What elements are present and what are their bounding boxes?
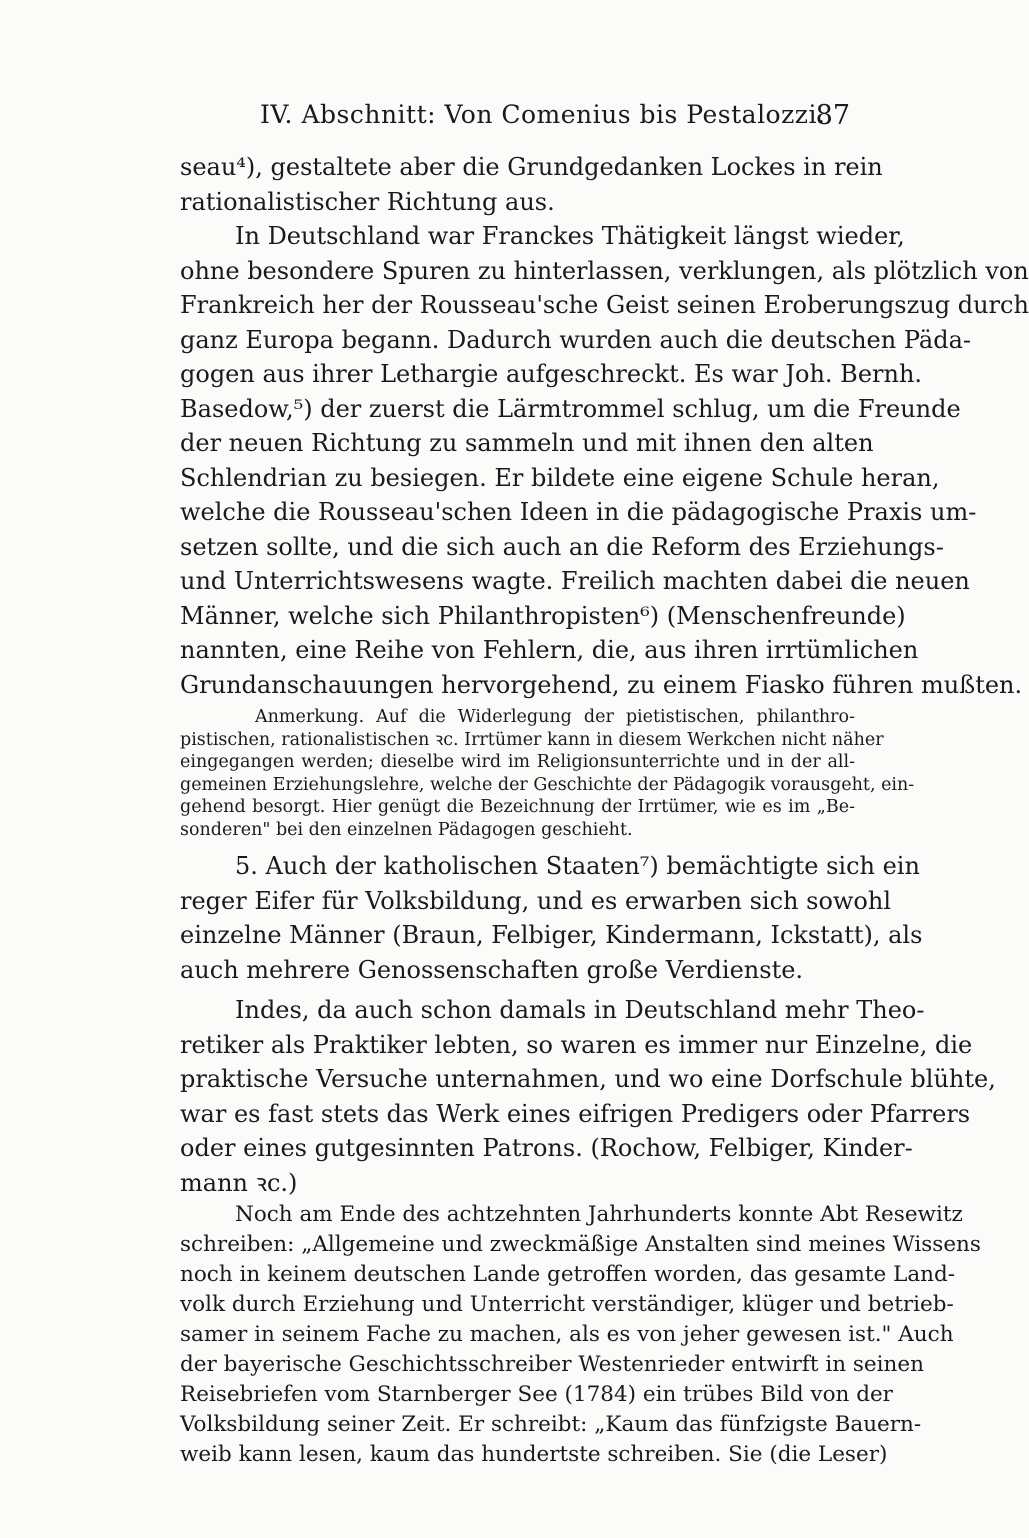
paragraph-indes — [180, 993, 996, 1200]
footnote-anmerkung — [180, 706, 915, 841]
text-line: ganz Europa begann. Dadurch wurden auch die deutschen Päda- — [180, 325, 972, 354]
text-line: volk durch Erziehung und Unterricht verständiger, klüger und betrieb- — [180, 1292, 954, 1317]
text-line: war es fast stets das Werk eines eifrigen Predigers oder Pfarrers — [180, 1099, 971, 1128]
text-line: der bayerische Geschichtsschreiber Westenrieder entwirft in seinen — [180, 1352, 924, 1377]
text-line: nannten, eine Reihe von Fehlern, die, aus ihren irrtümlichen — [180, 636, 919, 664]
text-line: noch in keinem deutschen Lande getroffen worden, das gesamte Land- — [180, 1262, 956, 1287]
note-line: pistischen, rationalistischen ꝛc. Irrtümer kann in diesem Werkchen nicht näher — [180, 729, 884, 750]
text-line: Schlendrian zu besiegen. Er bildete eine eigene Schule heran, — [180, 463, 940, 492]
paragraph-katholische-staaten — [180, 849, 923, 987]
text-line: retiker als Praktiker lebten, so waren es immer nur Einzelne, die — [180, 1030, 973, 1059]
text-line: Basedow,⁵) der zuerst die Lärmtrommel schlug, um die Freunde — [180, 394, 961, 423]
text-line: Indes, da auch schon damals in Deutschland mehr Theo- — [235, 996, 925, 1024]
note-line: Anmerkung. Auf die Widerlegung der pietistischen, philanthro- — [255, 707, 855, 727]
text-line: Frankreich her der Rousseau'sche Geist seinen Eroberungszug durch — [180, 291, 1029, 319]
text-line: seau⁴), gestaltete aber die Grundgedanken Lockes in rein — [180, 153, 883, 181]
text-line: 5. Auch der katholischen Staaten⁷) bemächtigte sich ein — [235, 852, 920, 880]
text-line: auch mehrere Genossenschaften große Verdienste. — [180, 955, 804, 984]
note-line: eingegangen werden; dieselbe wird im Religionsunterrichte und in der all- — [180, 752, 855, 772]
page-body — [180, 150, 1029, 1470]
text-line: rationalistischer Richtung aus. — [180, 187, 555, 216]
text-line: Männer, welche sich Philanthropisten⁶) (Menschenfreunde) — [180, 601, 906, 630]
note-line: gemeinen Erziehungslehre, welche der Geschichte der Pädagogik vorausgeht, ein- — [180, 774, 915, 795]
text-line: welche die Rousseau'schen Ideen in die pädagogische Praxis um- — [180, 498, 977, 526]
paragraph-basedow — [180, 219, 1029, 702]
text-line: Noch am Ende des achtzehnten Jahrhunderts konnte Abt Resewitz — [235, 1202, 963, 1227]
text-line: reger Eifer für Volksbildung, und es erwarben sich sowohl — [180, 886, 892, 915]
text-line: In Deutschland war Franckes Thätigkeit längst wieder, — [235, 222, 905, 250]
paragraph-resewitz — [180, 1200, 981, 1470]
text-line: weib kann lesen, kaum das hundertste schreiben. Sie (die Leser) — [180, 1442, 888, 1467]
text-line: mann ꝛc.) — [180, 1168, 298, 1197]
paragraph-continuation — [180, 150, 883, 219]
text-line: Reisebriefen vom Starnberger See (1784) ein trübes Bild von der — [180, 1382, 893, 1407]
text-line: ohne besondere Spuren zu hinterlassen, verklungen, als plötzlich von — [180, 256, 1029, 285]
note-line: gehend besorgt. Hier genügt die Bezeichnung der Irrtümer, wie es im „Be- — [180, 797, 855, 817]
text-line: oder eines gutgesinnten Patrons. (Rochow, Felbiger, Kinder- — [180, 1134, 913, 1162]
running-title: IV. Abschnitt: Von Comenius bis Pestalozzi. — [260, 100, 826, 129]
text-line: Volksbildung seiner Zeit. Er schreibt: „Kaum das fünfzigste Bauern- — [180, 1412, 922, 1437]
page-number: 87 — [815, 100, 850, 131]
text-line: setzen sollte, und die sich auch an die Reform des Erziehungs- — [180, 532, 944, 561]
page-header — [180, 100, 850, 140]
text-line: Grundanschauungen hervorgehend, zu einem Fiasko führen mußten. — [180, 670, 1023, 699]
text-line: praktische Versuche unternahmen, und wo eine Dorfschule blühte, — [180, 1065, 996, 1093]
text-line: schreiben: „Allgemeine und zweckmäßige Anstalten sind meines Wissens — [180, 1232, 981, 1257]
text-line: gogen aus ihrer Lethargie aufgeschreckt. Es war Joh. Bernh. — [180, 360, 923, 388]
text-line: und Unterrichtswesens wagte. Freilich machten dabei die neuen — [180, 567, 970, 595]
note-line: sonderen" bei den einzelnen Pädagogen geschieht. — [180, 819, 633, 840]
text-line: samer in seinem Fache zu machen, als es von jeher gewesen ist." Auch — [180, 1322, 954, 1347]
text-line: der neuen Richtung zu sammeln und mit ihnen den alten — [180, 429, 874, 457]
text-line: einzelne Männer (Braun, Felbiger, Kindermann, Ickstatt), als — [180, 921, 923, 949]
